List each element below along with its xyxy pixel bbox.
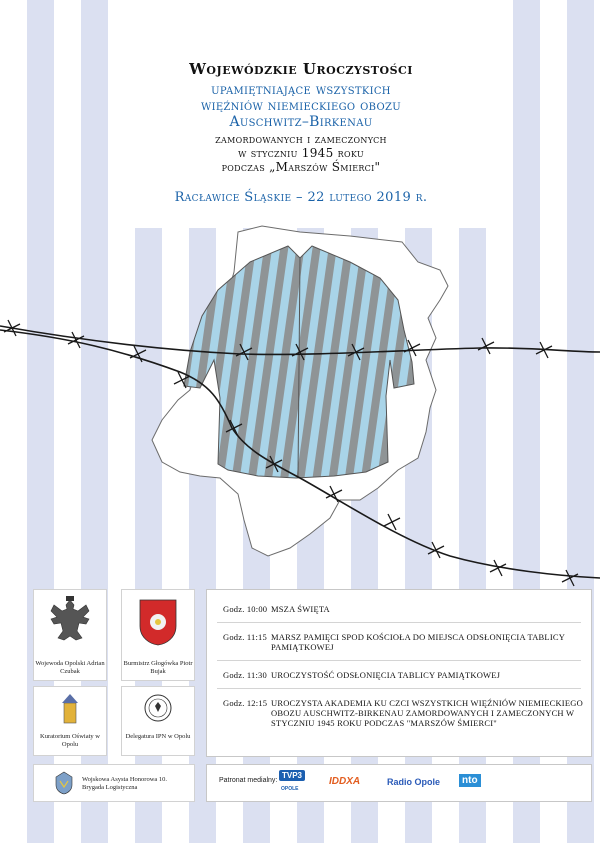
subtitle-line-1: upamiętniające wszystkich [211,82,391,98]
event-date: Racławice Śląskie – 22 lutego 2019 r. [174,190,428,205]
iddxa-logo: IDDXA [329,776,361,787]
schedule-time: Godz. 11:30 [223,670,267,680]
schedule-description: UROCZYSTA AKADEMIA KU CZCI WSZYSTKICH WIĘŹNIÓW NIEMIECKIEGO OBOZU AUSCHWITZ-BIRKENAU ZAMORDOWANYCH I ZAMECZONYCH W STYCZNIU 1945 ROKU PODCZAS "MARSZÓW ŚMIERCI" [271,698,583,728]
burmistrz-logo-box [121,589,195,681]
wojsko-caption: Wojskowa Asysta Honorowa 10. Brygada Logistyczna [82,776,168,791]
radio-opole-logo: Radio Opole [387,777,441,787]
ipn-caption: Delegatura IPN w Opolu [125,733,191,740]
subtitle-line-3: Auschwitz–Birkenau [229,114,373,130]
divider [217,622,581,623]
kuratorium-tower-icon [57,693,83,725]
kuratorium-logo-box [33,686,107,756]
media-patronage-panel [206,764,592,802]
glogowek-coat-of-arms-icon [138,598,178,646]
text-line-2: w styczniu 1945 roku [238,146,364,160]
schedule-time: Godz. 12:15 [223,698,268,708]
wojsko-logo-box [33,764,195,802]
ipn-seal-icon [143,693,173,723]
wojewoda-logo-box [33,589,107,681]
kuratorium-caption: Kuratorium Oświaty w Opolu [40,733,100,748]
subtitle-line-2: więźniów niemieckiego obozu [200,98,401,114]
schedule-panel [206,589,592,757]
tvp3-sub-label: OPOLE [281,786,299,792]
schedule-time: Godz. 11:15 [223,632,267,642]
schedule-description: MARSZ PAMIĘCI SPOD KOŚCIOŁA DO MIEJSCA ODSŁONIĘCIA TABLICY PAMIĄTKOWEJ [271,632,565,652]
divider [217,688,581,689]
title-header [112,0,490,228]
divider [217,660,581,661]
schedule-description: UROCZYSTOŚĆ ODSŁONIĘCIA TABLICY PAMIĄTKOWEJ [271,670,501,680]
ipn-logo-box [121,686,195,756]
text-line-1: zamordowanych i zameczonych [215,132,387,146]
main-title: Wojewódzkie Uroczystości [189,60,413,78]
tvp3-logo: TVP3 [279,770,305,781]
text-line-3: podczas „Marszów Śmierci" [221,160,381,174]
illustration-map-uniform [0,215,600,590]
schedule-description: MSZA ŚWIĘTA [271,604,330,614]
nto-logo: nto [459,774,481,787]
patronat-label: Patronat medialny: [219,777,278,784]
burmistrz-caption: Burmistrz Głogówka Piotr Bujak [123,660,193,675]
wojewoda-caption: Wojewoda Opolski Adrian Czubak [35,660,105,675]
military-emblem-icon [54,771,74,795]
schedule-time: Godz. 10:00 [223,604,268,614]
eagle-emblem-icon [48,596,92,648]
